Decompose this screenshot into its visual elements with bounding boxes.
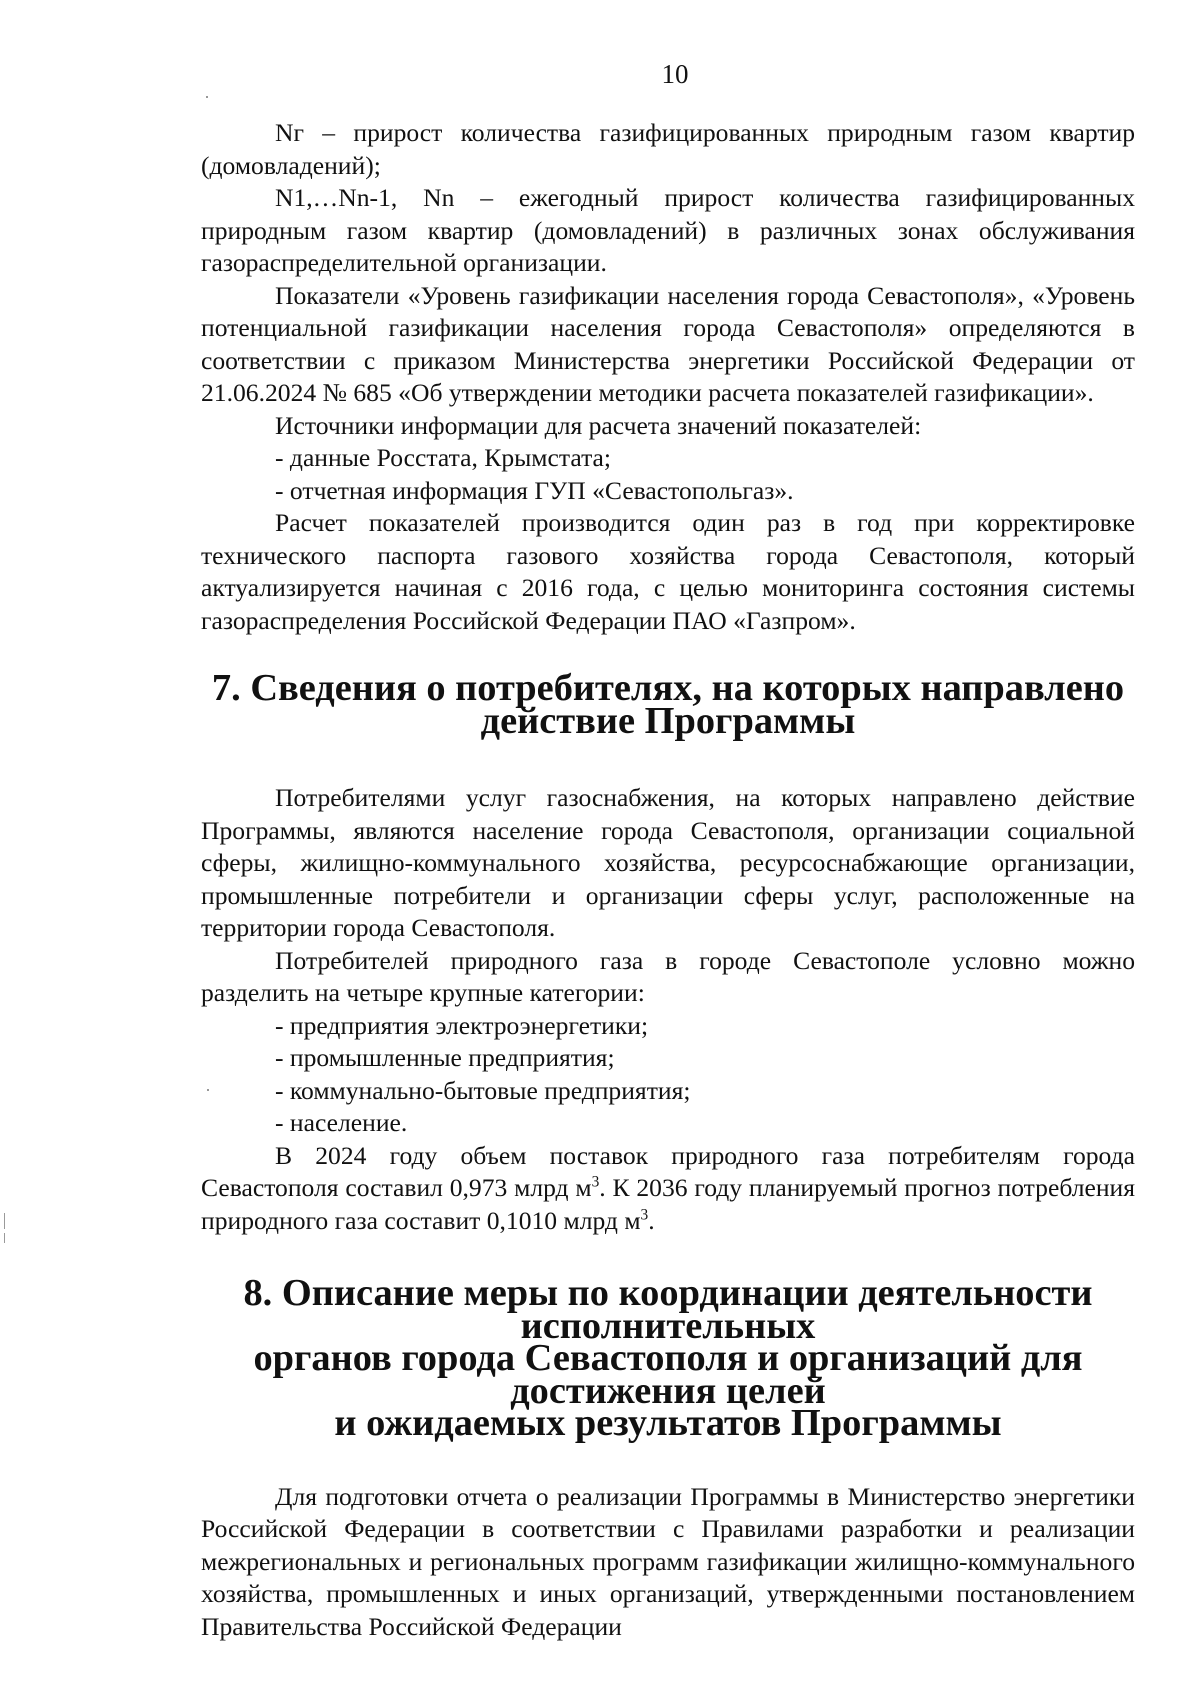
paragraph: Nг – прирост количества газифицированных природным газом квартир (домовладений); <box>201 118 1135 180</box>
section-8-heading <box>201 1272 1135 1444</box>
paragraph: Источники информации для расчета значений показателей: <box>275 410 922 440</box>
paragraph: Показатели «Уровень газификации населения города Севастополя», «Уровень потенциальной газификации населения города Севастополя» определяются в соответствии с приказом Министерства энергетики Российской Федерации от 21.06.2024 № 685 «Об утверждении методики расчета показателей газификации». <box>201 280 1135 407</box>
scan-speck <box>206 96 208 98</box>
scan-margin-mark <box>4 1233 5 1243</box>
heading-line: органов города Севастополя и организаций для достижения целей <box>253 1337 1083 1412</box>
list-item: - население. <box>275 1108 408 1137</box>
paragraph: N1,…Nn-1, Nn – ежегодный прирост количества газифицированных природным газом квартир (домовладений) в различных зонах обслуживания газораспределительной организации. <box>201 183 1135 277</box>
superscript: 3 <box>640 1205 649 1223</box>
list-item: - данные Росстата, Крымстата; <box>275 443 612 472</box>
page-number: 10 <box>661 59 689 89</box>
text-run: В 2024 году объем поставок природного газа потребителям города Севастополя составил 0,973 млрд м <box>201 1140 1135 1202</box>
heading-line: 8. Описание меры по координации деятельности исполнительных <box>243 1272 1093 1347</box>
paragraph: Потребителей природного газа в городе Севастополе условно можно разделить на четыре крупные категории: <box>201 945 1135 1007</box>
paragraph: Расчет показателей производится один раз в год при корректировке технического паспорта газового хозяйства города Севастополя, который актуализируется начиная с 2016 года, с целью мониторинга состояния системы газораспределения Российской Федерации ПАО «Газпром». <box>201 508 1135 635</box>
paragraph <box>201 1140 1135 1238</box>
paragraph: Потребителями услуг газоснабжения, на которых направлено действие Программы, являются население города Севастополя, организации социальной сферы, жилищно-коммунального хозяйства, ресурсоснабжающие организации, промышленные потребители и организации сферы услуг, расположенные на территории города Севастополя. <box>201 783 1135 942</box>
list-item: - коммунально-бытовые предприятия; <box>275 1075 691 1105</box>
heading-line: и ожидаемых результатов Программы <box>334 1402 1002 1444</box>
document-body <box>201 117 1135 1643</box>
heading-line: 7. Сведения о потребителях, на которых направлено <box>211 667 1125 709</box>
superscript: 3 <box>591 1173 600 1191</box>
heading-line: действие Программы <box>480 699 856 742</box>
scan-margin-mark <box>4 1213 5 1229</box>
list-item: - промышленные предприятия; <box>275 1043 615 1072</box>
list-item: - предприятия электроэнергетики; <box>275 1010 649 1040</box>
text-run: . К 2036 году планируемый прогноз потребления природного газа составит 0,1010 млрд м <box>201 1173 1135 1235</box>
text-run: . <box>648 1205 655 1235</box>
section-7-heading <box>201 667 1135 742</box>
paragraph: Для подготовки отчета о реализации Программы в Министерство энергетики Российской Федерации в соответствии с Правилами разработки и реализации межрегиональных и региональных программ газификации жилищно-коммунального хозяйства, промышленных и иных организаций, утвержденными постановлением Правительства Российской Федерации <box>201 1481 1135 1641</box>
list-item: - отчетная информация ГУП «Севастопольгаз». <box>275 475 794 505</box>
